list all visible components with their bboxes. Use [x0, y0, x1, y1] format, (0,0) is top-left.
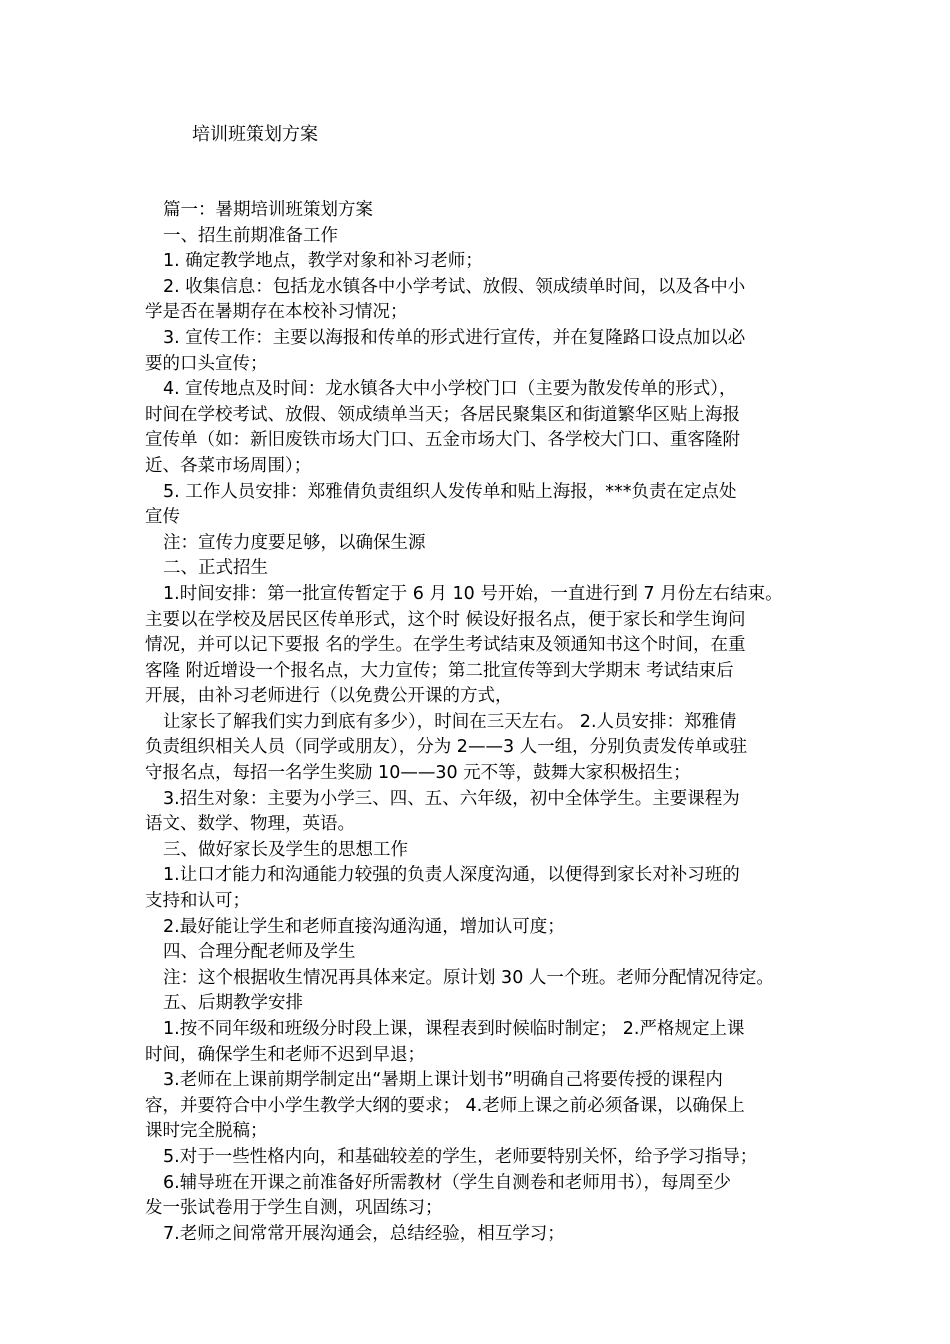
document-line: 开展，由补习老师进行（以免费公开课的方式，: [145, 686, 513, 707]
document-line: 1.让口才能力和沟通能力较强的负责人深度沟通，以便得到家长对补习班的: [163, 865, 740, 886]
document-line: 3. 宣传工作：主要以海报和传单的形式进行宣传，并在复隆路口设点加以必: [163, 327, 746, 348]
document-line: 注：这个根据收生情况再具体来定。原计划 30 人一个班。老师分配情况待定。: [163, 967, 774, 988]
document-line: 主要以在学校及居民区传单形式，这个时 候设好报名点，便于家长和学生询问: [145, 609, 746, 630]
document-line: 课时完全脱稿；: [145, 1121, 268, 1142]
document-line: 五、后期教学安排: [163, 993, 303, 1014]
document-line: 2. 收集信息：包括龙水镇各中小学考试、放假、领成绩单时间，以及各中小: [163, 276, 746, 297]
document-line: 客隆 附近增设一个报名点，大力宣传；第二批宣传等到大学期末 考试结束后: [145, 660, 734, 681]
document-line: 1. 确定教学地点，教学对象和补习老师；: [163, 251, 483, 272]
document-line: 时间，确保学生和老师不迟到早退；: [145, 1044, 425, 1065]
document-line: 1.按不同年级和班级分时段上课，课程表到时候临时制定； 2.严格规定上课: [163, 1019, 745, 1039]
document-line: 让家长了解我们实力到底有多少），时间在三天左右。 2.人员安排：郑雅倩: [163, 711, 737, 732]
document-line: 一、招生前期准备工作: [163, 225, 338, 246]
document-line: 守报名点，每招一名学生奖励 10——30 元不等，鼓舞大家积极招生；: [145, 763, 691, 784]
document-line: 四、合理分配老师及学生: [163, 942, 356, 963]
document-line: 宣传: [145, 507, 180, 528]
document-line: 负责组织相关人员（同学或朋友），分为 2——3 人一组，分别负责发传单或驻: [145, 737, 748, 758]
document-line: 情况，并可以记下要报 名的学生。在学生考试结束及领通知书这个时间，在重: [145, 635, 746, 656]
document-line: 容，并要符合中小学生教学大纲的要求； 4.老师上课之前必须备课，以确保上: [145, 1095, 745, 1116]
document-line: 发一张试卷用于学生自测，巩固练习；: [145, 1198, 443, 1219]
document-line: 三、做好家长及学生的思想工作: [163, 839, 408, 860]
document-line: 语文、数学、物理，英语。: [145, 814, 355, 835]
document-title: 培训班策划方案: [192, 124, 318, 145]
document-line: 宣传单（如：新旧废铁市场大门口、五金市场大门、各学校大门口、重客隆附: [145, 430, 740, 451]
document-line: 二、正式招生: [163, 558, 268, 579]
document-line: 近、各菜市场周围）；: [145, 455, 312, 476]
document-line: 3.老师在上课前期学制定出“暑期上课计划书”明确自己将要传授的课程内: [163, 1070, 723, 1091]
document-line: 1.时间安排：第一批宣传暂定于 6 月 10 号开始，一直进行到 7 月份左右结束。: [163, 583, 783, 604]
document-line: 支持和认可；: [145, 891, 250, 912]
document-body: [145, 198, 810, 1247]
document-line: 6.辅导班在开课之前准备好所需教材（学生自测卷和老师用书），每周至少: [163, 1172, 731, 1193]
document-line: 篇一：暑期培训班策划方案: [163, 200, 373, 220]
document-line: 注：宣传力度要足够，以确保生源: [163, 532, 426, 553]
document-line: 4. 宣传地点及时间：龙水镇各大中小学校门口（主要为散发传单的形式），: [163, 379, 737, 400]
document-line: 5. 工作人员安排：郑雅倩负责组织人发传单和贴上海报，***负责在定点处: [163, 481, 737, 502]
document-line: 2.最好能让学生和老师直接沟通沟通，增加认可度；: [163, 916, 565, 937]
document-line: 时间在学校考试、放假、领成绩单当天；各居民聚集区和街道繁华区贴上海报: [145, 404, 740, 425]
document-line: 要的口头宣传；: [145, 353, 268, 374]
document-line: 5.对于一些性格内向，和基础较差的学生，老师要特别关怀，给予学习指导；: [163, 1146, 758, 1167]
document-line: 3.招生对象：主要为小学三、四、五、六年级，初中全体学生。主要课程为: [163, 788, 740, 809]
document-line: 7.老师之间常常开展沟通会，总结经验，相互学习；: [163, 1223, 565, 1244]
document-line: 学是否在暑期存在本校补习情况；: [145, 302, 408, 323]
